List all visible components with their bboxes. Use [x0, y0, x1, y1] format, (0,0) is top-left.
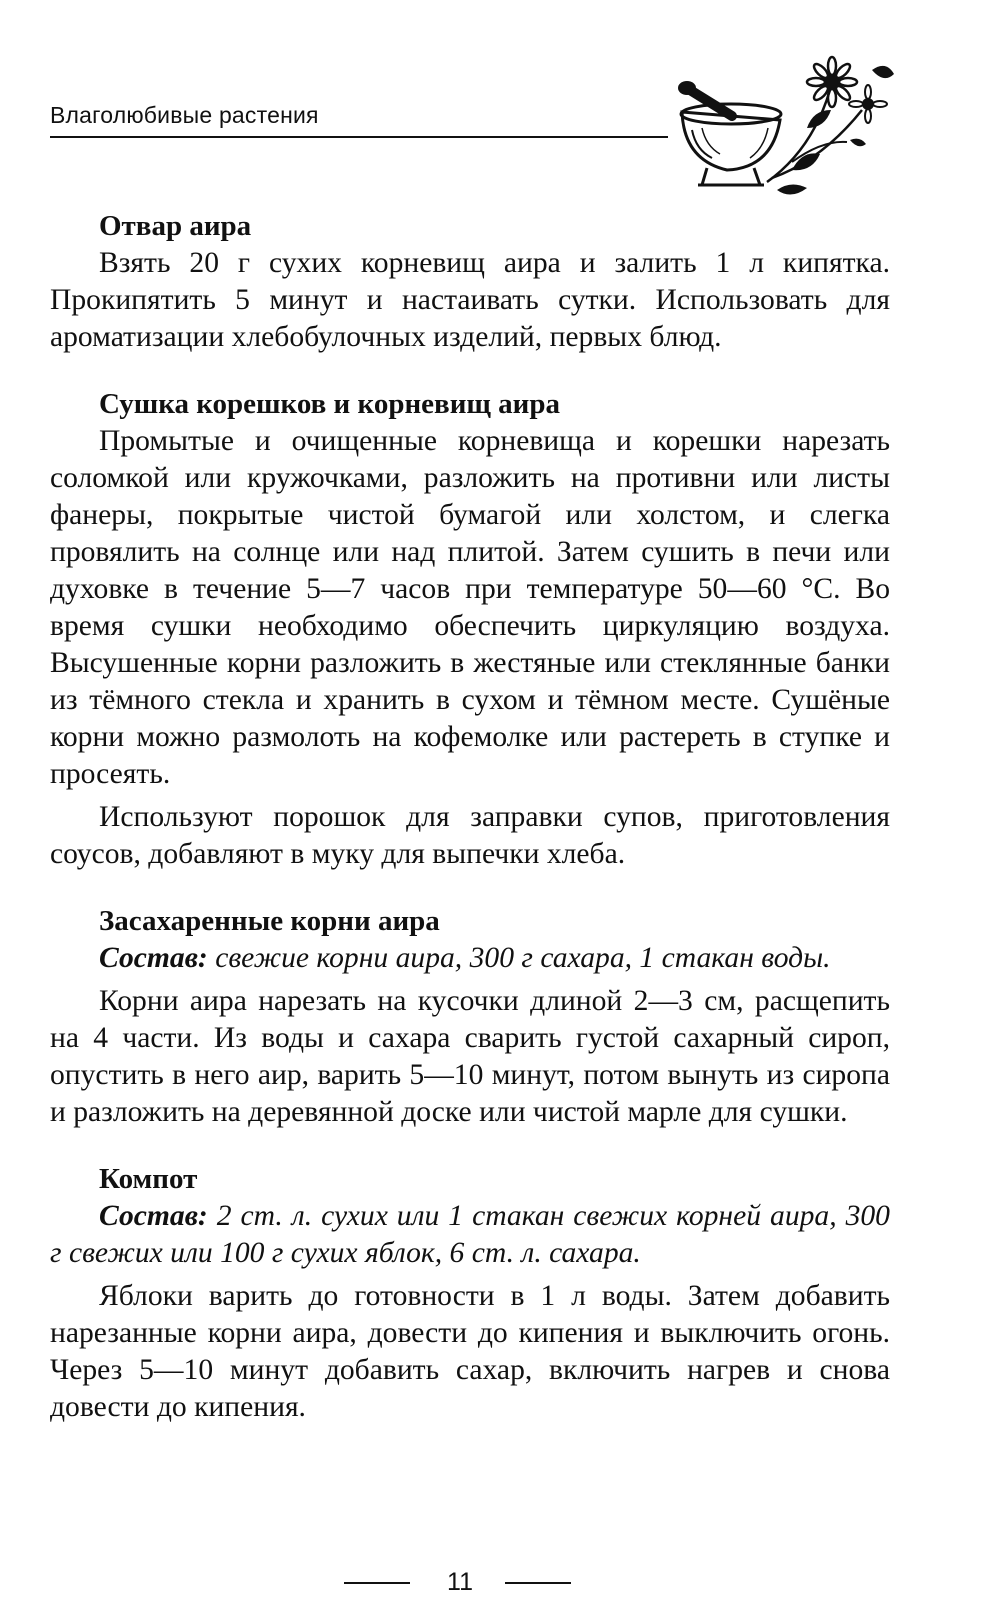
mortar-pestle-chamomile-icon — [672, 50, 902, 210]
composition-label: Состав: — [99, 942, 208, 974]
section-title: Сушка корешков и корневищ аира — [99, 388, 560, 420]
composition-label: Состав: — [99, 1200, 208, 1232]
section-paragraph: Используют порошок для заправки супов, приготовления соусов, добавляют в муку для выпечки хлеба. — [50, 801, 890, 870]
section-candied-roots — [50, 903, 890, 1131]
section-paragraph: Взять 20 г сухих корневищ аира и залить 1 л кипятка. Прокипятить 5 минут и настаивать сутки. Использовать для ароматизации хлебобулочных изделий, первых блюд. — [50, 247, 890, 353]
section-paragraph: Промытые и очищенные корневища и корешки нарезать соломкой или кружочками, разложить на противни или листы фанеры, покрытые чистой бумагой или холстом, и слегка провялить на солнце или над плитой. Затем сушить в печи или духовке в течение 5—7 часов при температуре 50—60 °C. Во время сушки необходимо обеспечить циркуляцию воздуха. Высушенные корни разложить в жестяные или стеклянные банки из тёмного стекла и хранить в сухом и тёмном месте. Сушёные корни можно размолоть на кофемолке или растереть в ступке и просеять. — [50, 425, 890, 790]
section-compote — [50, 1161, 890, 1426]
header-rule — [50, 136, 668, 138]
section-drying — [50, 386, 890, 873]
running-header-title: Влаголюбивые растения — [50, 102, 319, 128]
page-number: 11 — [447, 1568, 473, 1596]
section-title: Компот — [99, 1163, 198, 1195]
footer-rule-right — [505, 1582, 571, 1584]
page-footer — [0, 1568, 1000, 1598]
section-paragraph: Корни аира нарезать на кусочки длиной 2—3 см, расщепить на 4 части. Из воды и сахара сварить густой сахарный сироп, опустить в него аир, варить 5—10 минут, потом вынуть из сиропа и разложить на деревянной доске или чистой марле для сушки. — [50, 985, 890, 1128]
footer-rule-left — [344, 1582, 410, 1584]
composition-text: свежие корни аира, 300 г сахара, 1 стакан воды. — [215, 942, 831, 974]
page-content — [50, 208, 890, 1456]
section-title: Отвар аира — [99, 210, 252, 242]
section-paragraph: Яблоки варить до готовности в 1 л воды. Затем добавить нарезанные корни аира, довести до кипения и выключить огонь. Через 5—10 минут добавить сахар, включить нагрев и снова довести до кипения. — [50, 1280, 890, 1423]
composition-line — [50, 1198, 890, 1272]
composition-line — [50, 940, 890, 977]
section-title: Засахаренные корни аира — [99, 905, 440, 937]
composition-text: 2 ст. л. сухих или 1 стакан свежих корней аира, 300 г свежих или 100 г сухих яблок, 6 ст. л. сахара. — [50, 1200, 890, 1269]
section-decoction — [50, 208, 890, 356]
